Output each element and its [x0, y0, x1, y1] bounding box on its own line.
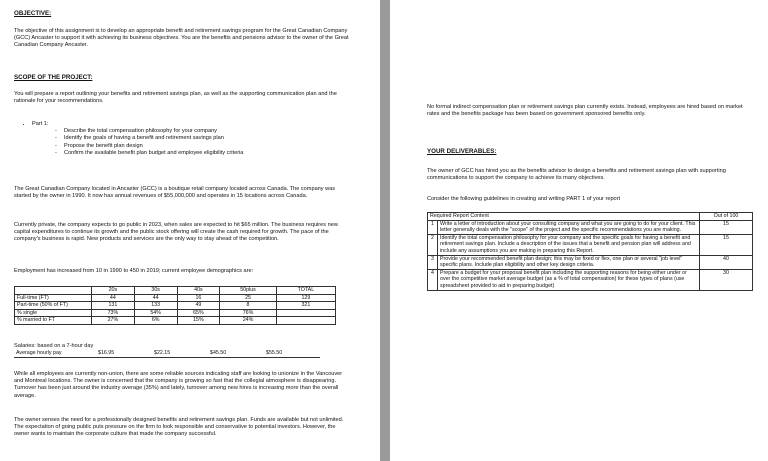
table-cell: 54%	[134, 309, 177, 317]
table-cell: 49	[177, 302, 220, 310]
table-row	[14, 350, 320, 357]
table-cell: 6%	[134, 317, 177, 325]
table-cell: $55.50	[264, 350, 320, 357]
table-cell: 73%	[92, 309, 135, 317]
employment-text: Employment has increased from 10 in 1990 to 450 in 2019; current employee demographics are:	[14, 268, 254, 274]
table-cell: Full-time (FT)	[15, 294, 92, 302]
salary-table	[14, 350, 320, 358]
table-row	[428, 269, 753, 290]
part1-list	[14, 121, 344, 157]
table-cell: 24%	[220, 317, 276, 325]
table-cell: Identify the total compensation philosophy for your company and the specific goals for having a benefit and retirement savings plan. Include a description of the issues that a benefit and pension plan will address and include any assumptions you are making in preparing this Report.	[438, 234, 700, 255]
company-text: The Great Canadian Company located in Ancaster (GCC) is a boutique retail company located across Canada. The company was started by the owner in 1990. It now has annual revenues of $55,000,000 and operates in 15 locations across Canada.	[14, 186, 336, 200]
table-header-cell: Out of 100	[700, 213, 753, 221]
table-cell: 321	[276, 302, 335, 310]
ipo-text: Currently private, the company expects to go public in 2023, when sales are expected to hit $65 million. The business requires new capital expenditures to continue its growth and the public stock offering will create the cash required for growth. The pace of the company's business is rapid. New products and services are the only way to stay ahead of the competition.	[14, 222, 338, 243]
table-cell: 65%	[177, 309, 220, 317]
table-cell: 30	[700, 269, 753, 290]
table-header-cell: 50plus	[220, 287, 276, 295]
table-cell: 25	[220, 294, 276, 302]
table-cell: 1	[428, 220, 438, 234]
table-cell: 133	[134, 302, 177, 310]
document-page-left	[0, 0, 380, 461]
table-cell: 129	[276, 294, 335, 302]
table-row	[428, 234, 753, 255]
table-cell: 2	[428, 234, 438, 255]
table-cell: $16.95	[96, 350, 152, 357]
table-cell: % single	[15, 309, 92, 317]
table-cell: 44	[134, 294, 177, 302]
table-cell: Part-time (50% of FT)	[15, 302, 92, 310]
consider-text: Consider the following guidelines in creating and writing PART 1 of your report	[427, 196, 621, 202]
table-header-cell: 30s	[134, 287, 177, 295]
salaries-label: Salaries: based on a 7-hour day	[14, 343, 94, 349]
table-cell: 40	[700, 255, 753, 269]
union-text: While all employees are currently non-union, there are some reliable sources indicating staff are looking to unionize in the Vancouver and Montreal locations. The owner is concerned that the company is growing so fast that the collegial atmosphere is disappearing. Turnover has been just around the industry average (35%) and lately, turnover among new hires is increasing more than the overall average.	[14, 371, 343, 399]
table-header-row	[15, 287, 336, 295]
table-cell: 8	[220, 302, 276, 310]
table-row	[15, 309, 336, 317]
table-cell: 27%	[92, 317, 135, 325]
part1-item: - Identify the goals of having a benefit and retirement savings plan	[64, 135, 344, 142]
indirect-comp-text: No formal indirect compensation plan or retirement savings plan currently exists. Instead, employees are hired based on market rates and the benefits package has been based on government sponsored benefits only.	[427, 104, 743, 118]
report-content-table	[427, 212, 753, 291]
table-header-cell: TOTAL	[276, 287, 335, 295]
demographics-table	[14, 286, 336, 325]
document-page-right	[390, 0, 768, 461]
table-cell: 15	[700, 234, 753, 255]
deliverables-heading: YOUR DELIVERABLES:	[427, 148, 497, 155]
table-cell: 131	[92, 302, 135, 310]
table-cell: 15	[700, 220, 753, 234]
table-row	[15, 317, 336, 325]
table-header-cell: 40s	[177, 287, 220, 295]
table-row	[428, 220, 753, 234]
deliverables-text: The owner of GCC has hired you as the benefits advisor to design a benefits and retirement savings plan with supporting communications to support the company to achieve its many objectives.	[427, 168, 726, 182]
scope-text: You will prepare a report outlining your benefits and retirement savings plan, as well as the supporting communication plan and the rationale for your recommendations.	[14, 91, 337, 105]
table-cell: 16	[177, 294, 220, 302]
table-cell: Provide your recommended benefit plan design; this may be fixed or flex, one plan or several "job level" specific plans. Include plan eligibility and other key design criteria.	[438, 255, 700, 269]
table-cell: Prepare a budget for your proposal benefit plan including the supporting reasons for being either under or over the competitive market average budget (as a % of total compensation) for these types of plans (use spreadsheet provided to aid in preparing budget)	[438, 269, 700, 290]
table-header-cell	[15, 287, 92, 295]
part1-label: • Part 1:	[32, 121, 344, 128]
part1-item: - Confirm the available benefit plan budget and employee eligibility criteria	[64, 150, 344, 157]
table-cell: 4	[428, 269, 438, 290]
table-row	[428, 255, 753, 269]
table-header-cell: Required Report Content	[428, 213, 700, 221]
table-cell: 15%	[177, 317, 220, 325]
table-cell: $45.50	[208, 350, 264, 357]
table-cell: % married to FT	[15, 317, 92, 325]
table-header-cell: 20s	[92, 287, 135, 295]
table-cell	[276, 309, 335, 317]
table-cell: Write a letter of introduction about your consulting company and what you are going to do for your client. This letter generally deals with the "scope" of the project and the specific recommendations you are making.	[438, 220, 700, 234]
table-cell: 44	[92, 294, 135, 302]
table-cell: Average hourly pay	[14, 350, 96, 357]
table-header-row	[428, 213, 753, 221]
owner-text: The owner senses the need for a professionally designed benefits and retirement savings plan. Funds are available but not unlimited. The expectation of going public puts pressure on the firm to look responsible and conservative to potential investors. However, the owner wants to maintain the corporate culture that made the company successful.	[14, 417, 344, 438]
table-row	[15, 302, 336, 310]
table-cell	[276, 317, 335, 325]
table-row	[15, 294, 336, 302]
part1-item: - Propose the benefit plan design	[64, 143, 344, 150]
objective-text: The objective of this assignment is to develop an appropriate benefit and retirement savings program for the Great Canadian Company (GCC) Ancaster to support it with achieving its business objectives. You are the benefits and pensions advisor to the owner of the Great Canadian Company Ancaster.	[14, 28, 349, 49]
table-cell: 3	[428, 255, 438, 269]
table-cell: $22.15	[152, 350, 208, 357]
objective-heading: OBJECTIVE:	[14, 10, 52, 17]
part1-item: - Describe the total compensation philosophy for your company	[64, 128, 344, 135]
table-cell: 76%	[220, 309, 276, 317]
scope-heading: SCOPE OF THE PROJECT:	[14, 74, 93, 81]
